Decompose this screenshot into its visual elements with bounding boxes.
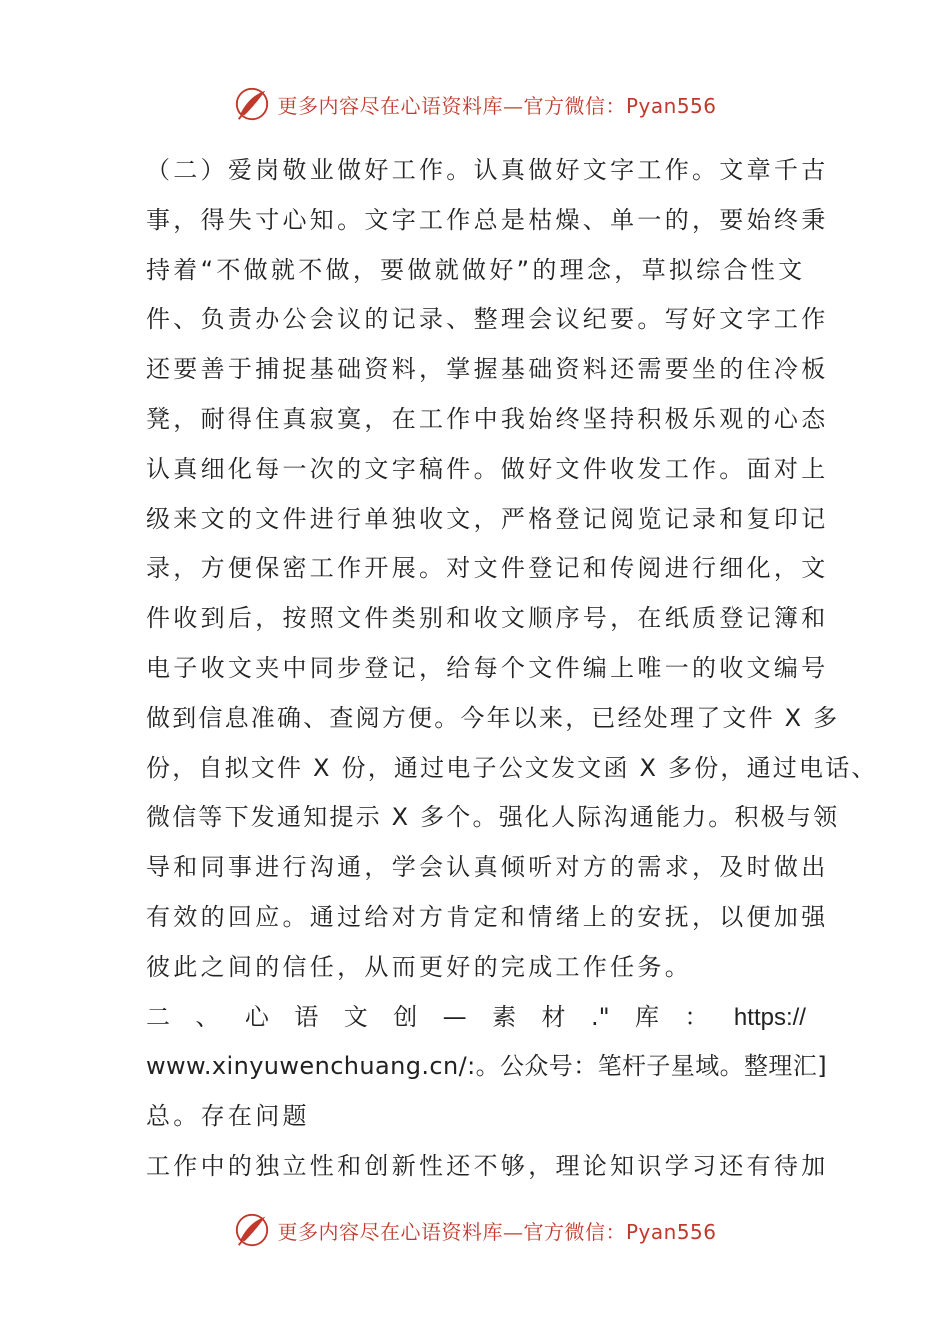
body-line: 件收到后，按照文件类别和收文顺序号，在纸质登记簿和 — [146, 604, 829, 633]
body-line: （二）爱岗敬业做好工作。认真做好文字工作。文章千古 — [146, 156, 829, 184]
document-body — [146, 146, 878, 1192]
heading-token: 创 — [393, 1002, 418, 1031]
heading-token: 材 — [541, 1002, 566, 1031]
heading-token: — — [442, 1002, 467, 1031]
pen-logo-icon — [233, 85, 271, 123]
body-line: 件、负责办公会议的记录、整理会议纪要。写好文字工作 — [146, 305, 829, 334]
body-line: 做到信息准确、查阅方便。今年以来，已经处理了文件 X 多 — [146, 703, 840, 732]
body-line: 工作中的独立性和创新性还不够，理论知识学习还有待加 — [146, 1151, 829, 1180]
pen-logo-icon — [233, 1211, 271, 1249]
heading-token: 心 — [244, 1002, 269, 1031]
body-line: 份，自拟文件 X 份，通过电子公文发文函 X 多份，通过电话、 — [146, 753, 878, 782]
heading-url-token: https:// — [733, 1003, 806, 1031]
body-line: 有效的回应。通过给对方肯定和情绪上的安抚，以便加强 — [146, 902, 829, 931]
body-line: 持着“不做就不做，要做就做好”的理念，草拟综合性文 — [146, 255, 806, 284]
heading-token: 二 — [146, 1002, 170, 1031]
body-line: 事，得失寸心知。文字工作总是枯燥、单一的，要始终秉 — [146, 205, 829, 234]
body-line: 还要善于捕捉基础资料，掌握基础资料还需要坐的住冷板 — [146, 355, 829, 384]
section-title: 总。存在问题 — [146, 1102, 310, 1131]
section-heading-line — [146, 993, 806, 1043]
body-line: 凳，耐得住真寂寞，在工作中我始终坚持积极乐观的心态 — [146, 404, 829, 433]
body-line: 级来文的文件进行单独收文，严格登记阅览记录和复印记 — [146, 504, 829, 533]
heading-token: 语 — [294, 1002, 319, 1031]
footer-watermark — [0, 1210, 950, 1250]
heading-token: 文 — [343, 1002, 368, 1031]
heading-token: 素 — [492, 1002, 517, 1031]
header-watermark — [0, 84, 950, 124]
body-line: 导和同事进行沟通，学会认真倾听对方的需求，及时做出 — [146, 853, 829, 882]
body-line: 微信等下发通知提示 X 多个。强化人际沟通能力。积极与领 — [146, 803, 840, 832]
body-line: 彼此之间的信任，从而更好的完成工作任务。 — [146, 952, 692, 981]
body-line: 电子收文夹中同步登记，给每个文件编上唯一的收文编号 — [146, 653, 829, 682]
watermark-text: 更多内容尽在心语资料库—官方微信：Pyan556 — [277, 1219, 717, 1244]
url-line: www.xinyuwenchuang.cn/:。公众号：笔杆子星域。整理汇] — [146, 1052, 827, 1081]
heading-token: ." — [590, 1002, 610, 1031]
watermark-text: 更多内容尽在心语资料库—官方微信：Pyan556 — [277, 93, 717, 118]
heading-token: ： — [684, 1002, 709, 1031]
heading-token: 、 — [195, 1002, 220, 1031]
heading-token: 库 — [635, 1002, 660, 1031]
body-line: 认真细化每一次的文字稿件。做好文件收发工作。面对上 — [146, 454, 829, 483]
body-line: 录，方便保密工作开展。对文件登记和传阅进行细化，文 — [146, 554, 829, 583]
